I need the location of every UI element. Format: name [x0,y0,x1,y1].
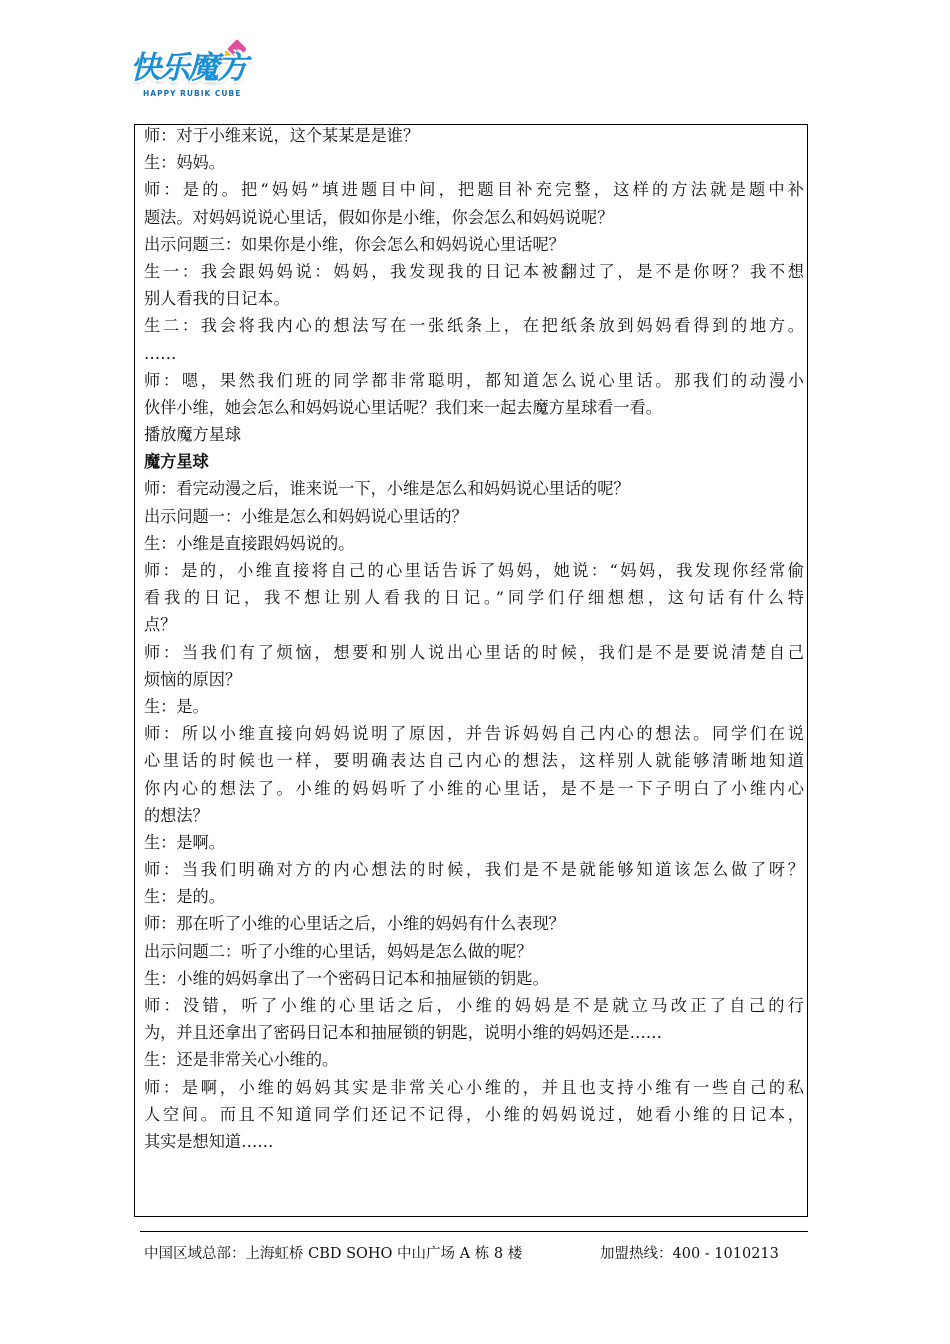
text-line: 师：是的。把“妈妈”填进题目中间，把题目补充完整，这样的方法就是题中补 [144,180,804,200]
text-line: 你内心的想法了。小维的妈妈听了小维的心里话，是不是一下子明白了小维内心 [144,778,804,798]
text-line: …… [144,343,177,363]
text-line: 师：嗯，果然我们班的同学都非常聪明，都知道怎么说心里话。那我们的动漫小 [144,370,804,390]
footer-address: 中国区域总部：上海虹桥 CBD SOHO 中山广场 A 栋 8 楼 [144,1246,523,1262]
text-line: 生：还是非常关心小维的。 [144,1050,339,1070]
text-line: 生：是的。 [144,887,225,907]
logo-subtext: HAPPY RUBIK CUBE [143,89,242,98]
text-line: 生：妈妈。 [144,153,225,173]
text-line: 题法。对妈妈说说心里话，假如你是小维，你会怎么和妈妈说呢？ [144,207,614,227]
text-line: 生一：我会跟妈妈说：妈妈，我发现我的日记本被翻过了，是不是你呀？我不想 [144,261,804,281]
text-line: 出示问题二：听了小维的心里话，妈妈是怎么做的呢？ [144,941,533,961]
text-line: 人空间。而且不知道同学们还记不记得，小维的妈妈说过，她看小维的日记本， [144,1104,804,1124]
text-line: 生：是。 [144,696,209,716]
text-line: 生：是啊。 [144,832,225,852]
text-line: 师：没错，听了小维的心里话之后，小维的妈妈是不是就立马改正了自己的行 [144,996,804,1015]
text-line: 师：是的，小维直接将自己的心里话告诉了妈妈，她说：“妈妈，我发现你经常偷 [144,561,804,580]
logo [128,40,260,110]
section-heading: 魔方星球 [144,452,209,472]
text-line: 生：小维的妈妈拿出了一个密码日记本和抽屉锁的钥匙。 [144,968,549,988]
text-line: 师：所以小维直接向妈妈说明了原因，并告诉妈妈自己内心的想法。同学们在说 [144,724,804,744]
footer-divider [140,1231,808,1232]
logo-text: 快乐魔方 [130,50,246,86]
document-body [144,122,804,1155]
text-line: 别人看我的日记本。 [144,289,290,309]
text-line: 为，并且还拿出了密码日记本和抽屉锁的钥匙，说明小维的妈妈还是…… [144,1023,662,1043]
text-line: 师：当我们有了烦恼，想要和别人说出心里话的时候，我们是不是要说清楚自己 [144,642,804,662]
text-line: 师：对于小维来说，这个某某是是谁？ [144,126,420,145]
text-line: 出示问题三：如果你是小维，你会怎么和妈妈说心里话呢？ [144,234,565,254]
text-line: 师：看完动漫之后，谁来说一下，小维是怎么和妈妈说心里话的呢？ [144,479,630,499]
text-line: 看我的日记，我不想让别人看我的日记。”同学们仔细想想，这句话有什么特 [144,588,804,608]
text-line: 生：小维是直接跟妈妈说的。 [144,533,355,553]
text-line: 师：当我们明确对方的内心想法的时候，我们是不是就能够知道该怎么做了呀？ [144,860,804,880]
text-line: 师：是啊，小维的妈妈其实是非常关心小维的，并且也支持小维有一些自己的私 [144,1077,804,1097]
text-line: 播放魔方星球 [144,425,242,445]
text-line: 心里话的时候也一样，要明确表达自己内心的想法，这样别人就能够清晰地知道 [144,751,804,771]
text-line: 出示问题一：小维是怎么和妈妈说心里话的？ [144,506,468,526]
text-line: 其实是想知道…… [144,1131,274,1151]
footer-hotline: 加盟热线：400 - 1010213 [600,1246,779,1262]
text-line: 烦恼的原因？ [144,669,242,689]
text-line: 生二：我会将我内心的想法写在一张纸条上，在把纸条放到妈妈看得到的地方。 [144,316,804,336]
text-line: 伙伴小维，她会怎么和妈妈说心里话呢？我们来一起去魔方星球看一看。 [144,397,662,417]
text-line: 师：那在听了小维的心里话之后，小维的妈妈有什么表现？ [144,914,565,934]
text-line: 点？ [144,615,177,635]
text-line: 的想法？ [144,805,209,825]
